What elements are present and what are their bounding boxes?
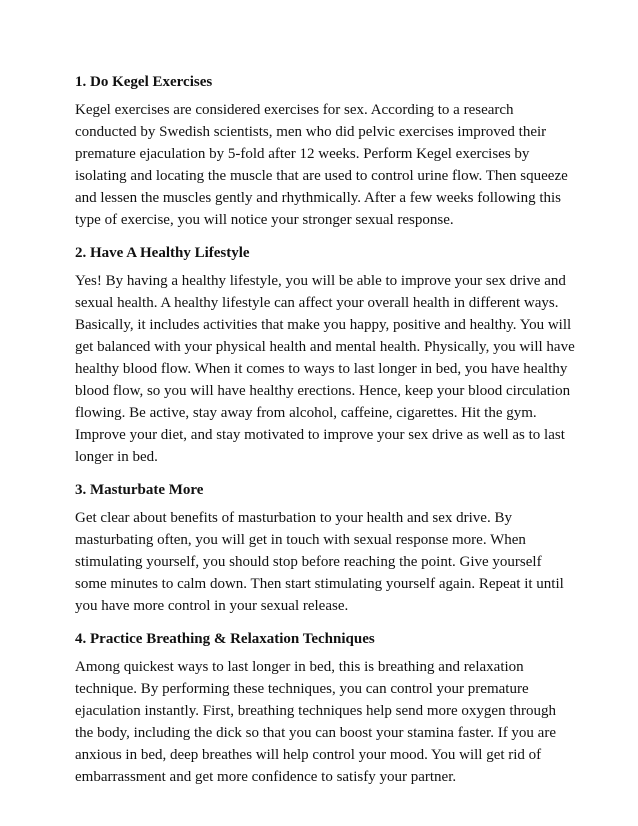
paragraph-line: stimulating yourself, you should stop before reaching the point. Give yourself [75, 554, 542, 570]
paragraph-line: get balanced with your physical health and mental health. Physically, you will have [75, 339, 575, 355]
paragraph-line: isolating and locating the muscle that are used to control urine flow. Then squeeze [75, 168, 568, 184]
paragraph-line: anxious in bed, deep breathes will help control your mood. You will get rid of [75, 747, 542, 763]
section-heading: 2. Have A Healthy Lifestyle [75, 245, 250, 261]
paragraph-line: and lessen the muscles gently and rhythmically. After a few weeks following this [75, 190, 561, 206]
section-heading: 4. Practice Breathing & Relaxation Techniques [75, 631, 375, 647]
paragraph-line: the body, including the dick so that you can boost your stamina faster. If you are [75, 725, 556, 741]
paragraph-line: Among quickest ways to last longer in bed, this is breathing and relaxation [75, 659, 524, 675]
paragraph-line: Yes! By having a healthy lifestyle, you will be able to improve your sex drive and [75, 273, 566, 289]
paragraph-line: some minutes to calm down. Then start stimulating yourself again. Repeat it until [75, 576, 564, 592]
paragraph-line: blood flow, so you will have healthy erections. Hence, keep your blood circulation [75, 383, 571, 399]
paragraph-line: embarrassment and get more confidence to satisfy your partner. [75, 769, 457, 785]
section-masturbate-more [75, 479, 565, 617]
paragraph-line: Basically, it includes activities that make you happy, positive and healthy. You will [75, 317, 572, 333]
section-breathing-relaxation [75, 628, 565, 788]
section-paragraph [75, 656, 565, 788]
section-paragraph [75, 507, 565, 617]
section-kegel-exercises [75, 71, 568, 231]
paragraph-line: Get clear about benefits of masturbation to your health and sex drive. By [75, 510, 512, 526]
paragraph-line: longer in bed. [75, 449, 158, 465]
paragraph-line: type of exercise, you will notice your stronger sexual response. [75, 212, 454, 228]
section-heading: 3. Masturbate More [75, 482, 204, 498]
section-paragraph [75, 99, 568, 231]
paragraph-line: healthy blood flow. When it comes to ways to last longer in bed, you have healthy [75, 361, 568, 377]
section-heading: 1. Do Kegel Exercises [75, 74, 213, 90]
paragraph-line: conducted by Swedish scientists, men who did pelvic exercises improved their [75, 124, 547, 140]
paragraph-line: you have more control in your sexual release. [75, 598, 349, 614]
paragraph-line: Improve your diet, and stay motivated to improve your sex drive as well as to last [75, 427, 565, 443]
paragraph-line: ejaculation instantly. First, breathing techniques help send more oxygen through [75, 703, 557, 719]
section-healthy-lifestyle [75, 242, 575, 468]
paragraph-line: flowing. Be active, stay away from alcohol, caffeine, cigarettes. Hit the gym. [75, 405, 537, 421]
paragraph-line: sexual health. A healthy lifestyle can affect your overall health in different ways. [75, 295, 559, 311]
paragraph-line: masturbating often, you will get in touch with sexual response more. When [75, 532, 526, 548]
paragraph-line: premature ejaculation by 5-fold after 12 weeks. Perform Kegel exercises by [75, 146, 530, 162]
section-paragraph [75, 270, 575, 468]
paragraph-line: technique. By performing these techniques, you can control your premature [75, 681, 529, 697]
paragraph-line: Kegel exercises are considered exercises for sex. According to a research [75, 102, 514, 118]
document-page [75, 71, 575, 799]
